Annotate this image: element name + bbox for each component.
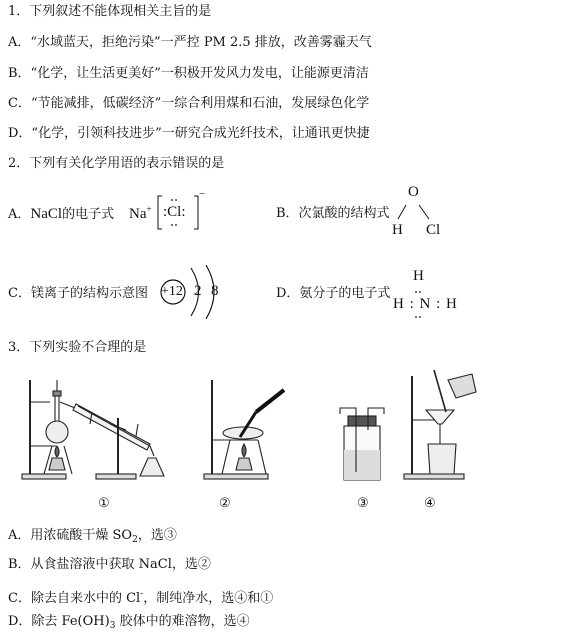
mg-shell-1: 2 — [194, 283, 202, 299]
q2-b-chlorine: Cl — [426, 222, 441, 238]
nh3-main: H : N : H — [393, 296, 458, 312]
apparatus-label-4: ④ — [424, 496, 436, 511]
q1-option-a: A．“水域蓝天，拒绝污染”一严控 PM 2.5 排放，改善雾霾天气 — [8, 35, 372, 50]
q2-b-hydrogen: H — [392, 222, 403, 238]
q3-option-b: B．从食盐溶液中获取 NaCl，选② — [8, 557, 211, 572]
q2-stem: 2．下列有关化学用语的表示错误的是 — [8, 156, 225, 171]
q2-a-formula: NaCl — [30, 206, 63, 222]
q2-option-b: B．次氯酸的结构式 — [276, 206, 390, 221]
nh3-top-h: H — [413, 268, 424, 284]
evaporation-apparatus — [204, 380, 284, 479]
q3-option-a: A．用浓硫酸干燥 $SO_2$，选③ — [8, 528, 177, 545]
q1-option-c: C．“节能减排，低碳经济”一综合利用煤和石油，发展绿色化学 — [8, 96, 370, 111]
q2-b-oxygen: O — [408, 184, 419, 200]
q2-a-charge: − — [199, 188, 206, 200]
q2-option-c: C．镁离子的结构示意图 — [8, 286, 148, 301]
q2-a-prefix: A． — [8, 207, 31, 222]
apparatus-label-3: ③ — [357, 496, 369, 511]
q2-a-text: 的电子式 — [62, 207, 115, 222]
q2-a-chlorine: :Cl: — [163, 204, 186, 220]
mg-nucleus-label: +12 — [161, 284, 183, 299]
q2-a-sodium: Na+ — [129, 204, 152, 222]
q1-option-d: D．“化学，引领科技进步”一研究合成光纤技术，让通讯更快捷 — [8, 126, 370, 141]
q3-option-d: D．除去 $Fe(OH)_3$ 胶体中的难溶物，选④ — [8, 614, 250, 631]
q1-option-b: B．“化学，让生活更美好”一积极开发风力发电，让能源更清洁 — [8, 66, 369, 81]
q3-option-c: C．除去自来水中的 Cl-，制纯净水，选④和① — [8, 589, 274, 606]
filtration-apparatus — [404, 370, 476, 479]
q3-stem: 3．下列实验不合理的是 — [8, 340, 147, 355]
apparatus-label-1: ① — [98, 496, 110, 511]
q1-stem: 1．下列叙述不能体现相关主旨的是 — [8, 4, 212, 19]
q2-option-d: D．氨分子的电子式 — [276, 286, 391, 301]
distillation-apparatus — [22, 380, 164, 479]
gas-washing-bottle — [340, 408, 384, 480]
mg-shell-2: 8 — [211, 283, 219, 299]
apparatus-label-2: ② — [219, 496, 231, 511]
